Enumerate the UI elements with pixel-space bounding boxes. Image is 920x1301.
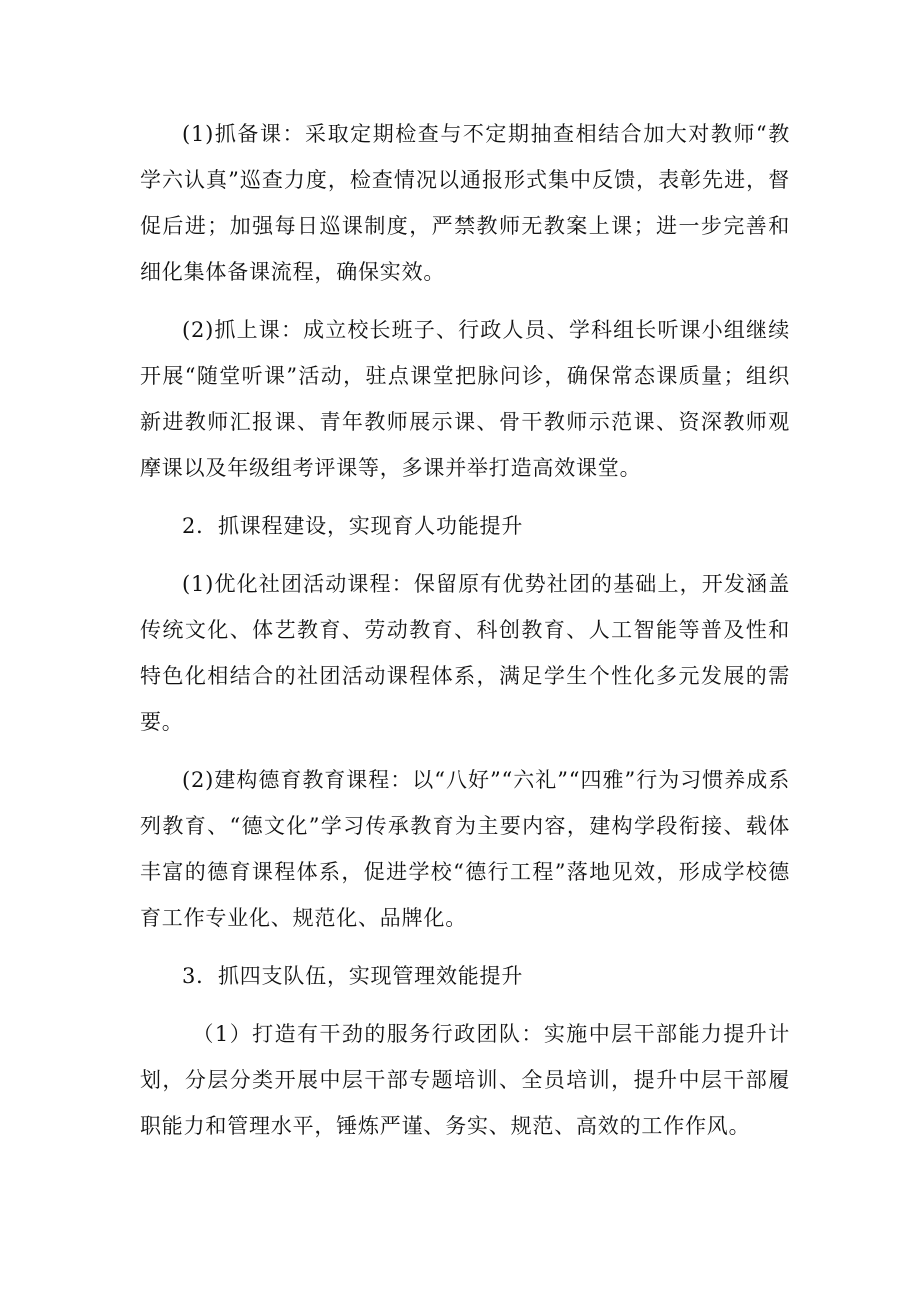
paragraph-prepare-lessons: (1)抓备课：采取定期检查与不定期抽查相结合加大对教师“教学六认真”巡查力度，检查情况以通报形式集中反馈，表彰先进，督促后进；加强每日巡课制度，严禁教师无教案上课；进一步完善和细化集体备课流程，确保实效。 xyxy=(140,122,790,284)
document-body xyxy=(140,111,790,1161)
paragraph-club-courses: (1)优化社团活动课程：保留原有优势社团的基础上，开发涵盖传统文化、体艺教育、劳动教育、科创教育、人工智能等普及性和特色化相结合的社团活动课程体系，满足学生个性化多元发展的需要。 xyxy=(140,572,790,734)
section-heading-curriculum: 2．抓课程建设，实现育人功能提升 xyxy=(182,514,524,538)
section-heading-teams: 3．抓四支队伍，实现管理效能提升 xyxy=(182,964,524,988)
paragraph-admin-team: （1）打造有干劲的服务行政团队：实施中层干部能力提升计划，分层分类开展中层干部专题培训、全员培训，提升中层干部履职能力和管理水平，锤炼严谨、务实、规范、高效的工作作风。 xyxy=(140,1022,790,1138)
paragraph-moral-education: (2)建构德育教育课程：以“八好”“六礼”“四雅”行为习惯养成系列教育、“德文化”学习传承教育为主要内容，建构学段衔接、载体丰富的德育课程体系，促进学校“德行工程”落地见效，形成学校德育工作专业化、规范化、品牌化。 xyxy=(140,768,790,930)
paragraph-teaching: (2)抓上课：成立校长班子、行政人员、学科组长听课小组继续开展“随堂听课”活动，驻点课堂把脉问诊，确保常态课质量；组织新进教师汇报课、青年教师展示课、骨干教师示范课、资深教师观摩课以及年级组考评课等，多课并举打造高效课堂。 xyxy=(140,318,790,480)
